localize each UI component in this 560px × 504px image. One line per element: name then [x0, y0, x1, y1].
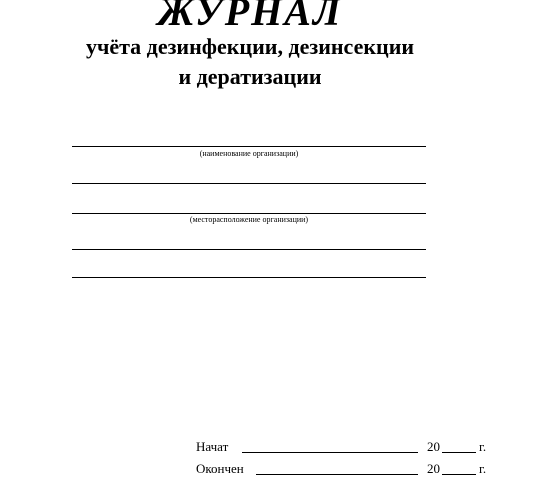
- org-name-line-2: [72, 183, 426, 184]
- started-label: Начат: [196, 439, 229, 454]
- subtitle-line-2: и дератизации: [178, 64, 322, 89]
- ended-year-suffix: г.: [479, 461, 487, 476]
- ended-date-line: [256, 474, 418, 475]
- page-title: ЖУРНАЛ: [157, 0, 343, 34]
- started-year-prefix: 20: [427, 439, 440, 454]
- org-name-line-1: [72, 146, 426, 147]
- started-row: [196, 438, 496, 456]
- ended-label: Окончен: [196, 461, 244, 476]
- org-location-line-3: [72, 277, 426, 278]
- org-location-line-2: [72, 249, 426, 250]
- started-date-line: [242, 452, 418, 453]
- org-name-caption: (наименование организации): [199, 149, 299, 158]
- subtitle-line-1: учёта дезинфекции, дезинсекции: [85, 34, 415, 59]
- org-location-caption: (месторасположение организации): [189, 215, 309, 224]
- started-year-suffix: г.: [479, 439, 487, 454]
- ended-year-prefix: 20: [427, 461, 440, 476]
- org-location-line-1: [72, 213, 426, 214]
- ended-row: [196, 460, 496, 478]
- ended-year-line: [442, 474, 476, 475]
- started-year-line: [442, 452, 476, 453]
